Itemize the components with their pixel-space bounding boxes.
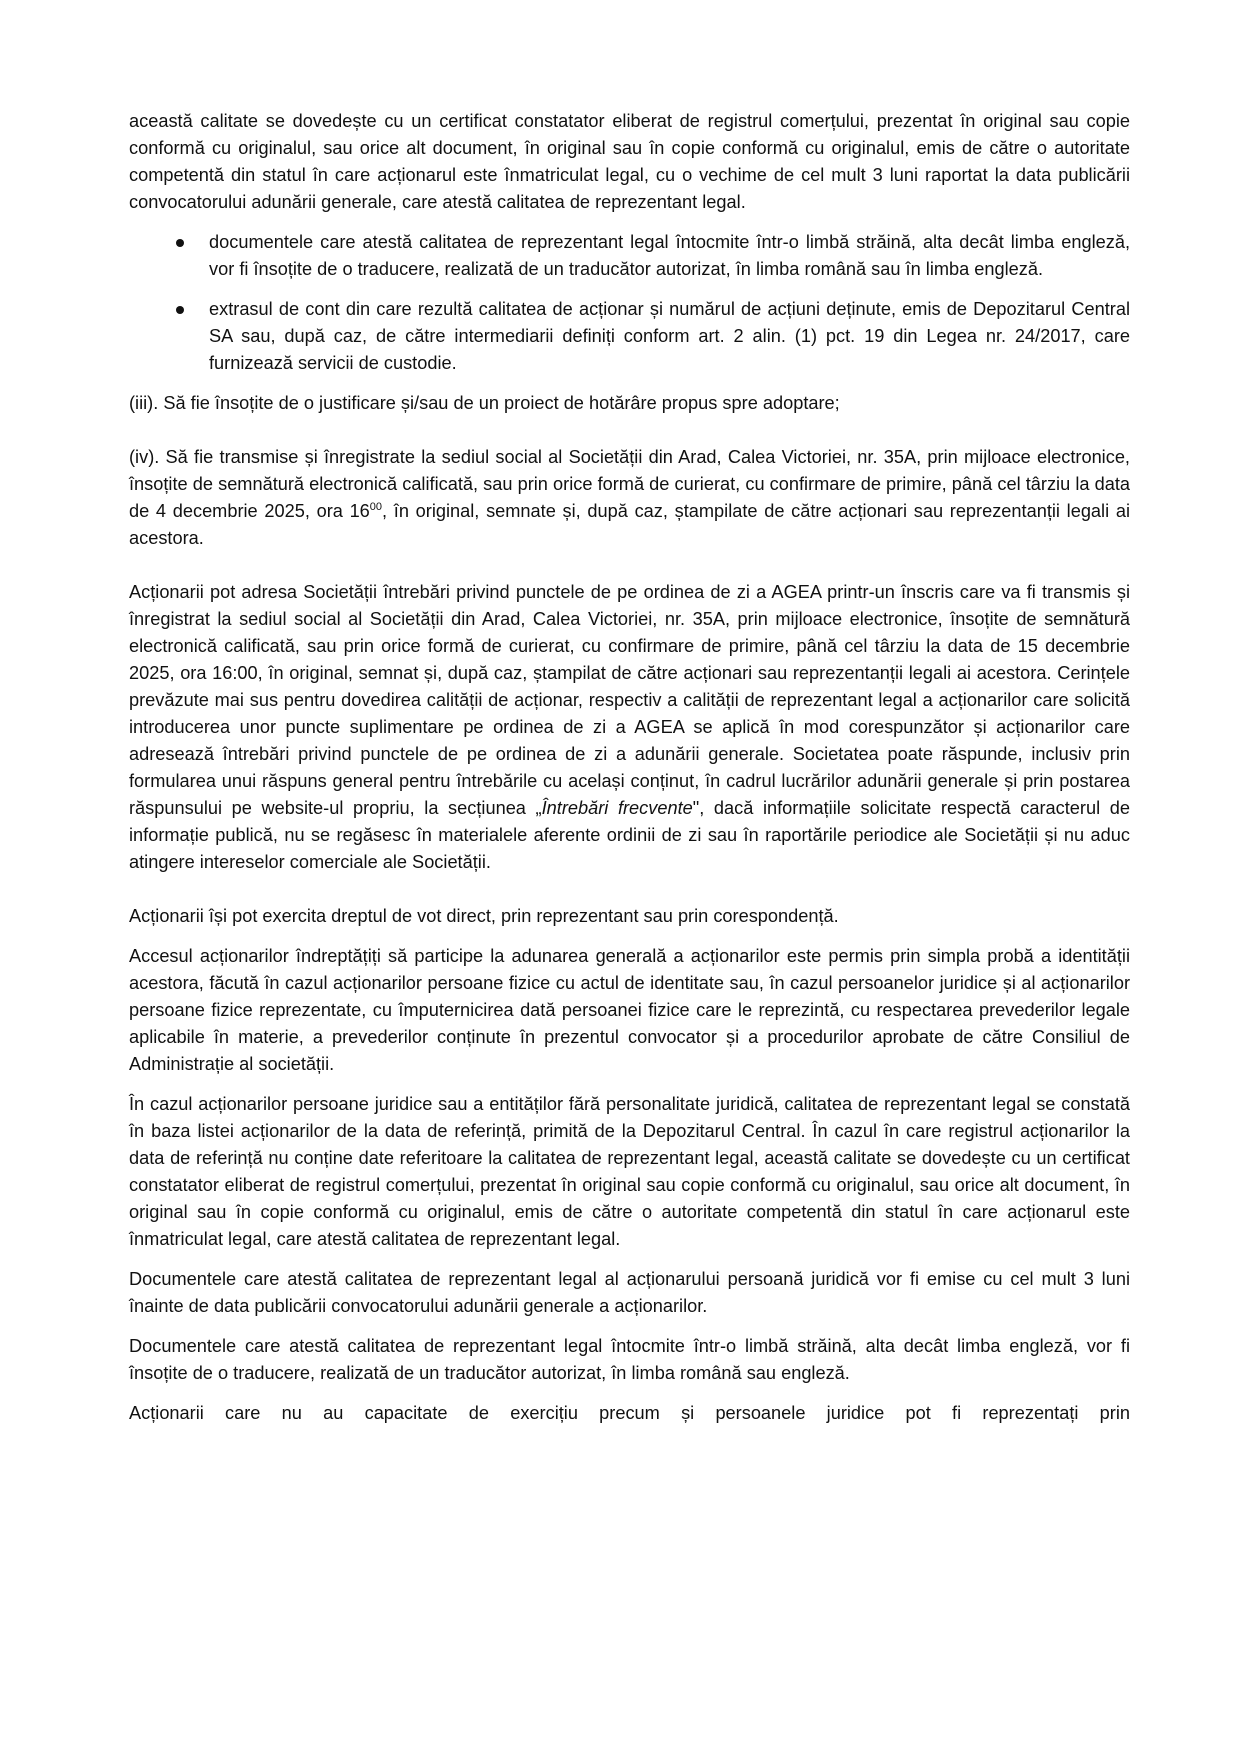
bullet-icon <box>176 239 184 247</box>
item-iv-text-end: , în original, semnate și, după caz, ștampilate de către acționari sau reprezentanții legali ai acestora. <box>129 501 1130 548</box>
item-iv-paragraph <box>129 444 1130 552</box>
bullet-item-translation <box>129 229 1130 283</box>
bullet-text: extrasul de cont din care rezultă calitatea de acționar și numărul de acțiuni deținute, emis de Depozitarul Central SA sau, după caz, de către intermediarii definiți conform art. 2 alin. (1) pct. 19 din Legea nr. 24/2017, care furnizează servicii de custodie. <box>209 299 1130 373</box>
item-iv-superscript: 00 <box>369 500 383 513</box>
bullet-text: documentele care atestă calitatea de reprezentant legal întocmite într-o limbă străină, alta decât limba engleză, vor fi însoțite de o traducere, realizată de un traducător autorizat, în limba română sau în limba engleză. <box>209 232 1130 279</box>
document-page <box>129 108 1130 1440</box>
final-line-paragraph: Acționarii care nu au capacitate de exercițiu precum și persoanele juridice pot fi reprezentați prin <box>129 1403 1130 1423</box>
requirements-bullet-list <box>129 229 1130 377</box>
documents-age-paragraph: Documentele care atestă calitatea de reprezentant legal al acționarului persoană juridică vor fi emise cu cel mult 3 luni înainte de data publicării convocatorului adunării generale a acționarilor. <box>129 1269 1130 1316</box>
voting-paragraph: Acționarii își pot exercita dreptul de vot direct, prin reprezentant sau prin corespondență. <box>129 906 839 926</box>
access-paragraph: Accesul acționarilor îndreptățiți să participe la adunarea generală a acționarilor este permis prin simpla probă a identității acestora, făcută în cazul acționarilor persoane fizice cu actul de identitate sau, în cazul persoanelor juridice și al acționarilor persoane fizice reprezentate, cu împuternicirea dată persoanei fizice care le reprezintă, cu respectarea prevederilor legale aplicabile în materie, a prevederilor conținute în prezentul convocator și a procedurilor aprobate de către Consiliul de Administrație al societății. <box>129 946 1130 1074</box>
faq-section-name: Întrebări frecvente <box>541 798 693 818</box>
item-iv-text-start: (iv). Să fie transmise și înregistrate la sediul social al Societății din Arad, Calea Victoriei, nr. 35A, prin mijloace electronice, însoțite de semnătură electronică calificată, sau prin orice formă de curierat, cu confirmare de primire, până cel târziu la data de 4 decembrie 2025, ora 16 <box>129 447 1130 521</box>
questions-paragraph <box>129 579 1130 876</box>
intro-continuation-paragraph: această calitate se dovedește cu un certificat constatator eliberat de registrul comerțului, prezentat în original sau copie conformă cu originalul, sau orice alt document, în original sau în copie conformă cu originalul, emis de către o autoritate competentă din statul în care acționarul este înmatriculat legal, cu o vechime de cel mult 3 luni raportat la data publicării convocatorului adunării generale, care atestă calitatea de reprezentant legal. <box>129 111 1130 212</box>
bullet-item-account-statement <box>129 296 1130 377</box>
bullet-icon <box>176 306 184 314</box>
translation-paragraph: Documentele care atestă calitatea de reprezentant legal întocmite într-o limbă străină, alta decât limba engleză, vor fi însoțite de o traducere, realizată de un traducător autorizat, în limba română sau engleză. <box>129 1336 1130 1383</box>
item-iii-paragraph: (iii). Să fie însoțite de o justificare și/sau de un proiect de hotărâre propus spre adoptare; <box>129 393 840 413</box>
questions-text-start: Acționarii pot adresa Societății întrebări privind punctele de pe ordinea de zi a AGEA printr-un înscris care va fi transmis și înregistrat la sediul social al Societății din Arad, Calea Victoriei, nr. 35A, prin mijloace electronice, însoțite de semnătură electronică calificată, sau prin orice formă de curierat, cu confirmare de primire, până cel târziu la data de 15 decembrie 2025, ora 16:00, în original, semnat și, după caz, ștampilat de către acționari sau reprezentanții legali ai acestora. Cerințele prevăzute mai sus pentru dovedirea calității de acționar, respectiv a calității de reprezentant legal a acționarilor care solicită introducerea unor puncte suplimentare pe ordinea de zi a AGEA se aplică în mod corespunzător și acționarilor care adresează întrebări privind punctele de pe ordinea de zi a adunării generale. Societatea poate răspunde, inclusiv prin formularea unui răspuns general pentru întrebările cu același conținut, în cadrul lucrărilor adunării generale și prin postarea răspunsului pe website-ul propriu, la secțiunea „ <box>129 582 1130 818</box>
legal-entities-paragraph: În cazul acționarilor persoane juridice sau a entităților fără personalitate juridică, calitatea de reprezentant legal se constată în baza listei acționarilor de la data de referință, primită de la Depozitarul Central. În cazul în care registrul acționarilor la data de referință nu conține date referitoare la calitatea de reprezentant legal, această calitate se dovedește cu un certificat constatator eliberat de registrul comerțului, prezentat în original sau copie conformă cu originalul, sau orice alt document, în original sau în copie conformă cu originalul, emis de către o autoritate competentă din statul în care acționarul este înmatriculat legal, care atestă calitatea de reprezentant legal. <box>129 1094 1130 1249</box>
questions-text-end: ", dacă informațiile solicitate respectă caracterul de informație publică, nu se regăsesc în materialele aferente ordinii de zi sau în raportările periodice ale Societății și nu aduc atingere intereselor comerciale ale Societății. <box>129 798 1130 872</box>
